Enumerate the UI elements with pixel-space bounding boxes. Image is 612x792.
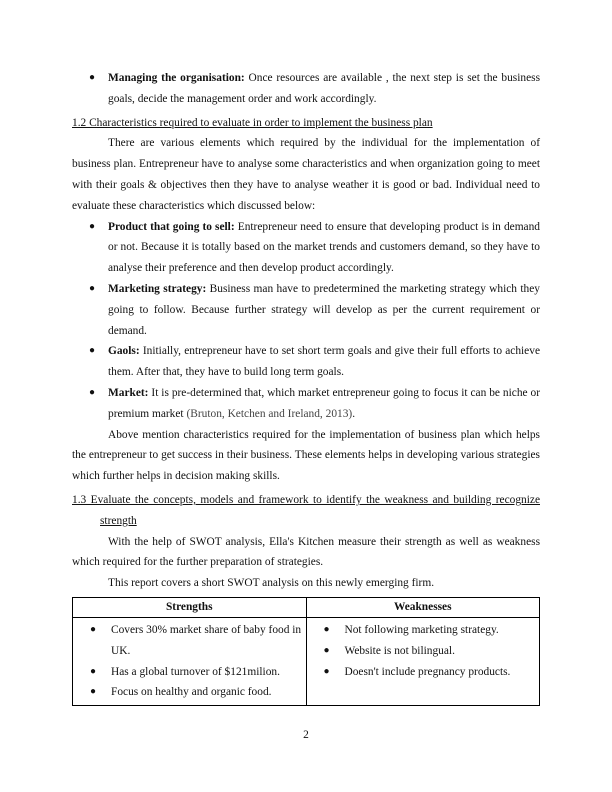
strength-text: Covers 30% market share of baby food in UK. <box>111 623 302 657</box>
section-1-2-intro: There are various elements which required by the individual for the implementation of business plan. Entrepreneur have to analyse some characteristics and when organization going to meet with their goals & objectives then they have to analyse weather it is good or bad. Individual need to evaluate these characteristics which discussed below: <box>72 137 540 212</box>
bullet-bold-term: Market: <box>108 386 149 399</box>
strengths-cell <box>73 617 307 705</box>
weakness-text: Not following marketing strategy. <box>344 623 499 636</box>
bullet-bold-term: Gaols: <box>108 345 140 358</box>
strengths-list <box>73 618 306 705</box>
bullet-icon: ● <box>323 644 330 656</box>
list-item <box>73 682 306 703</box>
top-bullet-list <box>72 68 540 110</box>
page-content <box>72 68 540 706</box>
table-header-row <box>73 597 540 617</box>
characteristics-bullet-list <box>72 217 540 425</box>
list-item <box>72 217 540 279</box>
citation: (Bruton, Ketchen and Ireland, 2013) <box>186 407 353 420</box>
bullet-text: Business man have to predetermined the marketing strategy which they going to follow. Because further strategy will develop as per the current requirement or demand. <box>108 282 540 337</box>
list-item <box>72 279 540 341</box>
list-item <box>73 662 306 683</box>
bullet-icon: ● <box>323 623 330 635</box>
bullet-icon: ● <box>89 345 96 357</box>
bullet-icon: ● <box>89 282 96 294</box>
bullet-bold-term: Marketing strategy: <box>108 282 207 295</box>
bullet-icon: ● <box>323 665 330 677</box>
bullet-bold-term: Product that going to sell: <box>108 220 235 233</box>
section-heading-1-2: 1.2 Characteristics required to evaluate in order to implement the business plan <box>72 116 433 129</box>
bullet-icon: ● <box>89 386 96 398</box>
list-item <box>307 620 540 641</box>
bullet-text: Entrepreneur need to ensure that developing product is in demand or not. Because it is totally based on the market trends and customers demand, so they have to analyse their preference and then develop product accordingly. <box>108 220 540 275</box>
list-item <box>307 641 540 662</box>
bullet-icon: ● <box>89 72 96 83</box>
section-1-3-para2: This report covers a short SWOT analysis on this newly emerging firm. <box>108 577 435 590</box>
page-number: 2 <box>303 729 309 741</box>
bullet-text: Initially, entrepreneur have to set short term goals and give their full efforts to achieve them. After that, they have to build long term goals. <box>108 345 540 379</box>
list-item <box>72 341 540 383</box>
bullet-tail: . <box>352 407 356 420</box>
bullet-bold-term: Managing the organisation: <box>108 72 245 84</box>
bullet-icon: ● <box>90 623 97 635</box>
strength-text: Focus on healthy and organic food. <box>111 686 272 699</box>
strengths-header: Strengths <box>73 597 307 617</box>
bullet-icon: ● <box>90 686 97 698</box>
list-item <box>307 662 540 683</box>
bullet-icon: ● <box>89 220 96 232</box>
list-item <box>72 68 540 110</box>
swot-table <box>72 597 540 706</box>
bullet-text: Once resources are available , the next step is set the business goals, decide the management order and work accordingly. <box>108 72 540 105</box>
strength-text: Has a global turnover of $121milion. <box>111 665 280 678</box>
weakness-text: Doesn't include pregnancy products. <box>344 665 511 678</box>
list-item <box>73 620 306 662</box>
section-1-2-closing: Above mention characteristics required for the implementation of business plan which helps the entrepreneur to get success in their business. These elements helps in developing various strategies which further helps in decision making skills. <box>72 428 540 483</box>
weakness-text: Website is not bilingual. <box>344 644 455 657</box>
weaknesses-list <box>307 618 540 684</box>
list-item <box>72 383 540 425</box>
weaknesses-cell <box>306 617 540 705</box>
bullet-text: It is pre-determined that, which market entrepreneur going to focus it can be niche or premium market <box>108 386 540 420</box>
section-heading-1-3: 1.3 Evaluate the concepts, models and framework to identify the weakness and building recognize strength <box>72 493 540 527</box>
bullet-icon: ● <box>90 665 97 677</box>
weaknesses-header: Weaknesses <box>306 597 540 617</box>
section-1-3-para1: With the help of SWOT analysis, Ella's Kitchen measure their strength as well as weakness which required for the further preparation of strategies. <box>72 535 540 569</box>
table-row <box>73 617 540 705</box>
